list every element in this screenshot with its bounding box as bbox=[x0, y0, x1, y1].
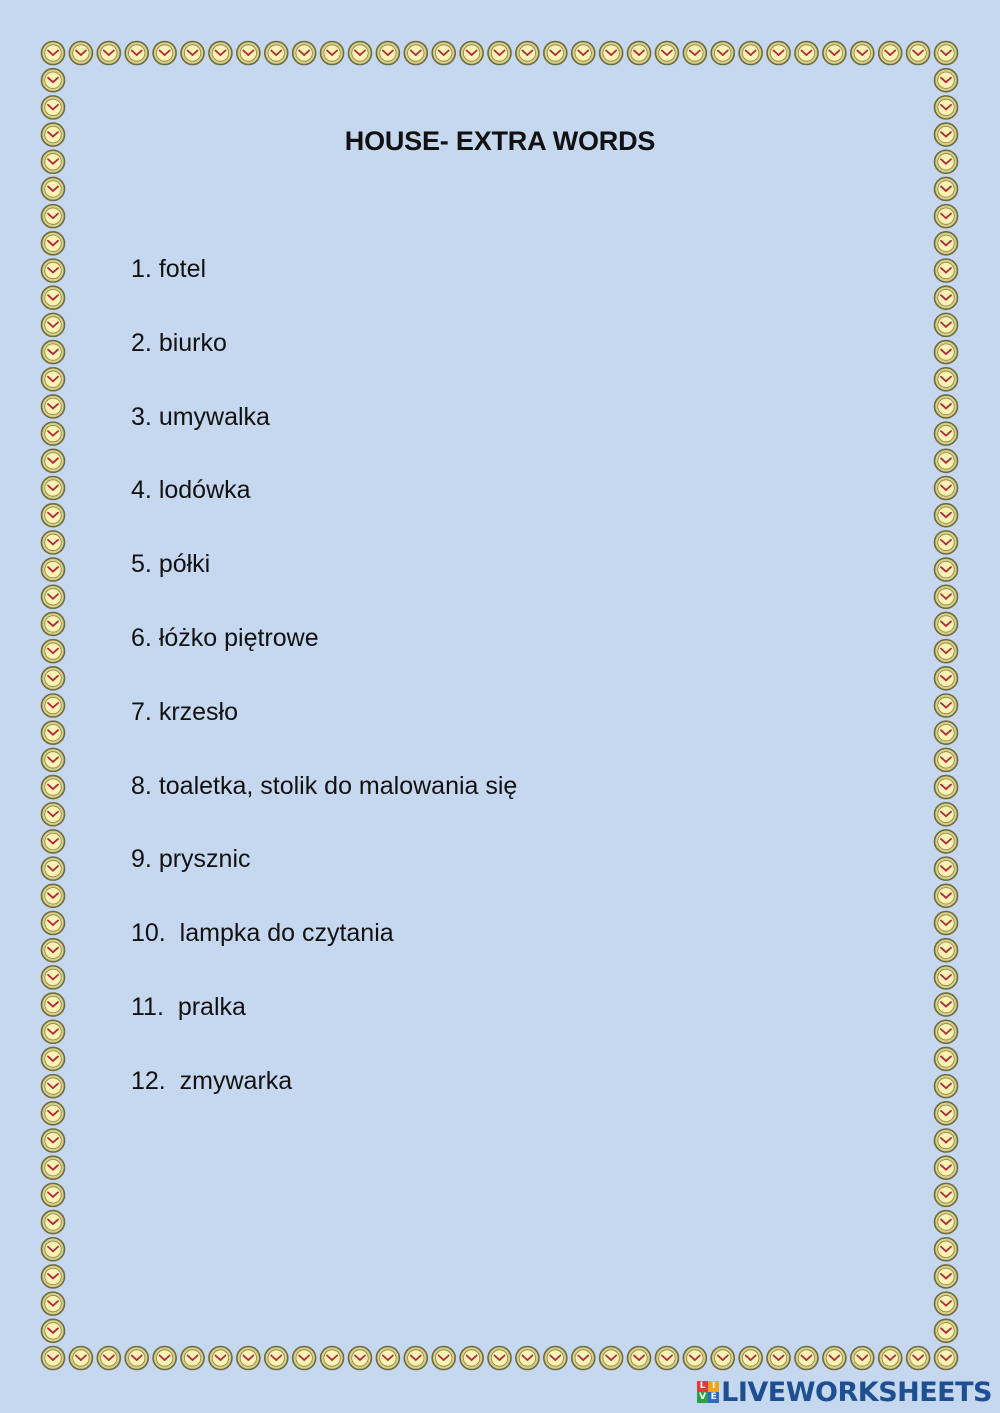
clock-icon bbox=[42, 585, 65, 608]
item-number: 2. bbox=[131, 328, 152, 357]
item-number: 8. bbox=[131, 771, 152, 800]
clock-icon bbox=[572, 1347, 595, 1370]
clock-icon bbox=[795, 42, 818, 65]
logo-badge-letter: V bbox=[697, 1392, 708, 1403]
page-title: HOUSE- EXTRA WORDS bbox=[344, 126, 656, 156]
clock-icon bbox=[42, 422, 65, 445]
clock-icon bbox=[348, 1347, 371, 1370]
clock-icon bbox=[209, 42, 232, 65]
item-text: toaletka, stolik do malowania się bbox=[158, 771, 518, 800]
item-text: biurko bbox=[158, 328, 227, 357]
clock-icon bbox=[935, 531, 958, 554]
clock-icon bbox=[711, 1347, 734, 1370]
clock-icon bbox=[935, 477, 958, 500]
clock-icon bbox=[572, 42, 595, 65]
clock-icon bbox=[42, 313, 65, 336]
item-number: 5. bbox=[131, 550, 152, 579]
clock-icon bbox=[795, 1347, 818, 1370]
clock-icon bbox=[935, 422, 958, 445]
item-text: łóżko piętrowe bbox=[158, 624, 319, 652]
clock-icon bbox=[42, 96, 65, 119]
clock-icon bbox=[42, 1020, 65, 1043]
clock-icon bbox=[69, 1347, 92, 1370]
clock-icon bbox=[237, 42, 260, 65]
item-number: 11. bbox=[131, 993, 164, 1021]
clock-icon bbox=[42, 1047, 65, 1070]
item-number: 12. bbox=[131, 1066, 166, 1095]
item-text: półki bbox=[158, 550, 211, 579]
clock-icon bbox=[42, 1156, 65, 1179]
item-number: 4. bbox=[131, 476, 152, 505]
clock-icon bbox=[935, 504, 958, 527]
clock-icon bbox=[460, 1347, 483, 1370]
clock-icon bbox=[544, 1347, 567, 1370]
clock-icon bbox=[153, 42, 176, 65]
clock-icon bbox=[42, 477, 65, 500]
item-text: krzesło bbox=[158, 697, 238, 726]
clock-icon bbox=[376, 42, 399, 65]
clock-icon bbox=[181, 1347, 204, 1370]
list-item bbox=[131, 252, 206, 286]
clock-icon bbox=[711, 42, 734, 65]
clock-icon bbox=[935, 640, 958, 663]
clock-icon bbox=[935, 42, 958, 65]
clock-icon bbox=[935, 830, 958, 853]
clock-icon bbox=[767, 1347, 790, 1370]
item-text: umywalka bbox=[158, 402, 270, 431]
clock-icon bbox=[348, 42, 371, 65]
clock-icon bbox=[42, 286, 65, 309]
list-item bbox=[131, 769, 517, 803]
clock-icon bbox=[935, 1319, 958, 1342]
clock-icon bbox=[42, 205, 65, 228]
clock-icon bbox=[42, 1238, 65, 1261]
clock-icon bbox=[488, 42, 511, 65]
clock-icon bbox=[907, 42, 930, 65]
clock-icon bbox=[935, 1211, 958, 1234]
clock-icon bbox=[265, 42, 288, 65]
clock-icon bbox=[935, 1238, 958, 1261]
list-item bbox=[131, 326, 227, 360]
clock-icon bbox=[935, 368, 958, 391]
clock-icon bbox=[69, 42, 92, 65]
clock-icon bbox=[42, 640, 65, 663]
clock-icon bbox=[42, 857, 65, 880]
clock-icon bbox=[935, 939, 958, 962]
clock-icon bbox=[432, 42, 455, 65]
clock-icon bbox=[97, 1347, 120, 1370]
clock-icon bbox=[42, 1102, 65, 1125]
clock-icon bbox=[404, 1347, 427, 1370]
clock-icon bbox=[42, 1075, 65, 1098]
logo-badge-letter: I bbox=[708, 1381, 719, 1392]
clock-icon bbox=[628, 42, 651, 65]
clock-icon bbox=[935, 259, 958, 282]
clock-icon bbox=[516, 42, 539, 65]
clock-icon bbox=[42, 504, 65, 527]
clock-icon bbox=[42, 721, 65, 744]
clock-icon bbox=[935, 857, 958, 880]
clock-icon bbox=[851, 1347, 874, 1370]
clock-icon bbox=[935, 966, 958, 989]
clock-icon bbox=[655, 42, 678, 65]
list-item bbox=[131, 621, 319, 655]
clock-icon bbox=[683, 42, 706, 65]
list-item bbox=[131, 473, 251, 507]
clock-icon bbox=[42, 1347, 65, 1370]
clock-icon bbox=[42, 966, 65, 989]
clock-icon bbox=[935, 803, 958, 826]
item-number: 7. bbox=[131, 697, 152, 726]
clock-icon bbox=[935, 1020, 958, 1043]
list-item bbox=[131, 400, 270, 434]
clock-icon bbox=[935, 558, 958, 581]
logo-text: LIVEWORKSHEETS bbox=[721, 1376, 992, 1408]
list-item bbox=[131, 990, 246, 1024]
clock-icon bbox=[181, 42, 204, 65]
clock-icon bbox=[321, 42, 344, 65]
clock-icon bbox=[42, 748, 65, 771]
clock-icon bbox=[935, 1156, 958, 1179]
clock-icon bbox=[42, 830, 65, 853]
clock-icon bbox=[42, 694, 65, 717]
clock-icon bbox=[935, 205, 958, 228]
clock-icon bbox=[935, 96, 958, 119]
clock-icon bbox=[879, 42, 902, 65]
clock-icon bbox=[125, 42, 148, 65]
clock-icon bbox=[767, 42, 790, 65]
logo-badge-icon bbox=[697, 1381, 719, 1403]
item-number: 3. bbox=[131, 402, 152, 431]
clock-icon bbox=[42, 884, 65, 907]
clock-icon bbox=[42, 449, 65, 472]
clock-icon bbox=[293, 42, 316, 65]
clock-icon bbox=[935, 884, 958, 907]
clock-icon bbox=[42, 531, 65, 554]
clock-icon bbox=[516, 1347, 539, 1370]
clock-icon bbox=[851, 42, 874, 65]
clock-icon bbox=[153, 1347, 176, 1370]
list-item bbox=[131, 695, 238, 729]
clock-icon bbox=[935, 1265, 958, 1288]
clock-icon bbox=[628, 1347, 651, 1370]
clock-icon bbox=[42, 558, 65, 581]
clock-icon bbox=[907, 1347, 930, 1370]
clock-icon bbox=[600, 42, 623, 65]
clock-icon bbox=[42, 42, 65, 65]
clock-icon bbox=[935, 1292, 958, 1315]
clock-icon bbox=[42, 259, 65, 282]
clock-icon bbox=[42, 232, 65, 255]
logo-badge-letter: L bbox=[697, 1381, 708, 1392]
clock-icon bbox=[42, 803, 65, 826]
clock-icon bbox=[935, 232, 958, 255]
clock-icon bbox=[935, 776, 958, 799]
clock-icon bbox=[42, 667, 65, 690]
clock-icon bbox=[42, 912, 65, 935]
clock-icon bbox=[42, 1211, 65, 1234]
clock-icon bbox=[125, 1347, 148, 1370]
clock-icon bbox=[739, 42, 762, 65]
item-number: 9. bbox=[131, 845, 152, 874]
list-item bbox=[131, 1064, 292, 1098]
clock-icon bbox=[488, 1347, 511, 1370]
clock-icon bbox=[97, 42, 120, 65]
clock-icon bbox=[265, 1347, 288, 1370]
logo-badge-letter: E bbox=[708, 1392, 719, 1403]
clock-icon bbox=[935, 912, 958, 935]
clock-icon bbox=[293, 1347, 316, 1370]
list-item bbox=[131, 916, 394, 950]
item-text: fotel bbox=[158, 255, 207, 283]
clock-icon bbox=[42, 69, 65, 92]
item-number: 6. bbox=[131, 624, 152, 652]
clock-icon bbox=[935, 449, 958, 472]
clock-icon bbox=[935, 694, 958, 717]
clock-icon bbox=[42, 341, 65, 364]
clock-icon bbox=[42, 177, 65, 200]
clock-icon bbox=[42, 1129, 65, 1152]
item-text: prysznic bbox=[158, 845, 251, 874]
clock-icon bbox=[739, 1347, 762, 1370]
clock-icon bbox=[42, 1265, 65, 1288]
clock-icon bbox=[42, 939, 65, 962]
clock-icon bbox=[935, 1347, 958, 1370]
item-text: lampka do czytania bbox=[179, 919, 394, 948]
clock-icon bbox=[42, 368, 65, 391]
clock-icon bbox=[209, 1347, 232, 1370]
clock-icon bbox=[935, 993, 958, 1016]
clock-icon bbox=[935, 177, 958, 200]
clock-icon bbox=[655, 1347, 678, 1370]
item-number: 10. bbox=[131, 919, 166, 948]
liveworksheets-logo[interactable] bbox=[697, 1377, 992, 1407]
clock-icon bbox=[935, 1047, 958, 1070]
clock-icon bbox=[432, 1347, 455, 1370]
clock-icon bbox=[42, 395, 65, 418]
clock-icon bbox=[935, 341, 958, 364]
clock-icon bbox=[404, 42, 427, 65]
clock-icon bbox=[600, 1347, 623, 1370]
clock-icon bbox=[42, 1292, 65, 1315]
clock-icon bbox=[42, 776, 65, 799]
clock-icon bbox=[823, 1347, 846, 1370]
clock-icon bbox=[544, 42, 567, 65]
clock-icon bbox=[935, 69, 958, 92]
clock-icon bbox=[935, 1129, 958, 1152]
clock-icon bbox=[935, 1183, 958, 1206]
clock-icon bbox=[42, 1319, 65, 1342]
clock-icon bbox=[42, 612, 65, 635]
clock-icon bbox=[237, 1347, 260, 1370]
item-text: lodówka bbox=[158, 476, 251, 505]
clock-icon bbox=[935, 313, 958, 336]
clock-icon bbox=[42, 1183, 65, 1206]
clock-icon bbox=[935, 1075, 958, 1098]
clock-icon bbox=[935, 612, 958, 635]
clock-icon bbox=[935, 748, 958, 771]
clock-icon bbox=[935, 395, 958, 418]
list-item bbox=[131, 842, 251, 876]
clock-icon bbox=[460, 42, 483, 65]
item-text: zmywarka bbox=[179, 1066, 293, 1095]
clock-icon bbox=[935, 721, 958, 744]
clock-icon bbox=[879, 1347, 902, 1370]
clock-icon bbox=[935, 286, 958, 309]
clock-icon bbox=[42, 993, 65, 1016]
clock-icon bbox=[935, 667, 958, 690]
clock-icon bbox=[935, 585, 958, 608]
clock-icon bbox=[823, 42, 846, 65]
clock-icon bbox=[935, 1102, 958, 1125]
item-text: pralka bbox=[177, 993, 246, 1021]
clock-icon bbox=[321, 1347, 344, 1370]
clock-icon bbox=[683, 1347, 706, 1370]
item-number: 1. bbox=[131, 255, 152, 283]
list-item bbox=[131, 547, 210, 581]
clock-icon bbox=[376, 1347, 399, 1370]
